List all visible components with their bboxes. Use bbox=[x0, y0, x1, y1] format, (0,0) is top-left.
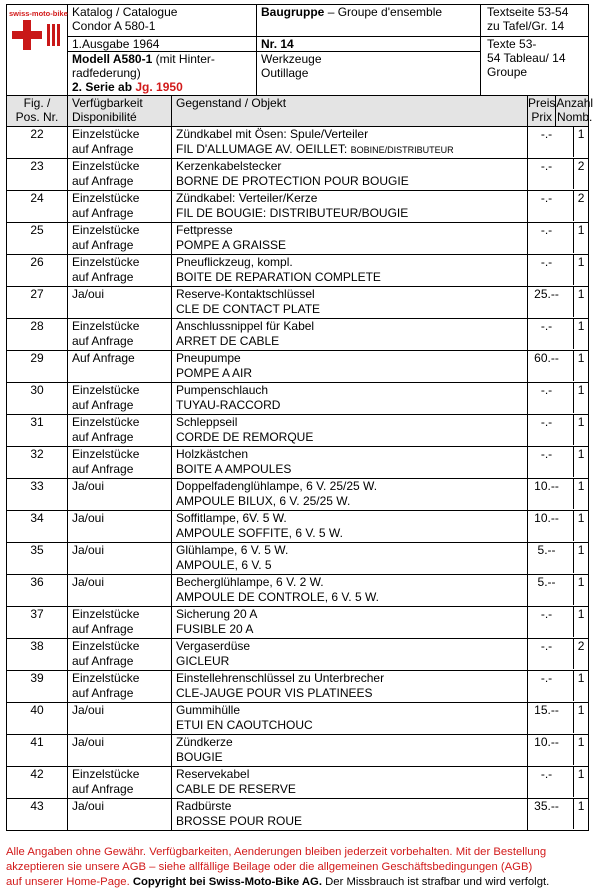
availability: Einzelstücke auf Anfrage bbox=[68, 127, 172, 159]
object-fr: ETUI EN CAOUTCHOUC bbox=[176, 718, 313, 732]
position-number: 28 bbox=[7, 319, 68, 351]
col-fig: Fig. / Pos. Nr. bbox=[7, 96, 68, 127]
table-row bbox=[7, 735, 589, 767]
price: 10.-- bbox=[528, 735, 574, 765]
table-row bbox=[7, 287, 589, 319]
object-de: Zündkabel: Verteiler/Kerze bbox=[176, 191, 318, 205]
object-description bbox=[172, 479, 528, 511]
position-number: 25 bbox=[7, 223, 68, 255]
series-label: 2. Serie ab bbox=[72, 80, 136, 94]
quantity: 1 bbox=[577, 671, 585, 685]
quantity: 1 bbox=[577, 287, 585, 301]
object-fr: AMPOULE, 6 V. 5 bbox=[176, 558, 272, 572]
position-number: 39 bbox=[7, 671, 68, 703]
table-row bbox=[7, 767, 589, 799]
disclaimer-line1: Alle Angaben ohne Gewähr. Verfügbarkeiten, Aenderungen bleiben jederzeit vorbehalten. Mit der Bestellung bbox=[6, 846, 547, 858]
group-label-fr: – Groupe d'ensemble bbox=[324, 5, 443, 19]
position-number: 30 bbox=[7, 383, 68, 415]
disclaimer-footer bbox=[6, 845, 592, 890]
quantity: 1 bbox=[577, 479, 585, 493]
series-year: Jg. 1950 bbox=[135, 80, 183, 94]
object-description bbox=[172, 511, 528, 543]
column-header-row bbox=[7, 96, 589, 127]
object-de: Pumpenschlauch bbox=[176, 383, 269, 397]
position-number: 31 bbox=[7, 415, 68, 447]
object-fr: AMPOULE SOFFITE, 6 V. 5 W. bbox=[176, 526, 343, 540]
availability: Einzelstücke auf Anfrage bbox=[68, 671, 172, 703]
price-qty bbox=[528, 511, 589, 543]
logo-text: swiss-moto-bike bbox=[9, 9, 68, 18]
object-de: Fettpresse bbox=[176, 223, 233, 237]
object-de: Pneupumpe bbox=[176, 351, 241, 365]
quantity: 1 bbox=[577, 255, 585, 269]
disclaimer-line2: akzeptieren sie unsere AGB – siehe allfällige Beilage oder die allgemeinen Geschäftsbedingungen (AGB) bbox=[6, 861, 533, 873]
price: 5.-- bbox=[528, 575, 574, 605]
quantity: 1 bbox=[577, 511, 585, 525]
quantity: 1 bbox=[577, 703, 585, 717]
table-row bbox=[7, 191, 589, 223]
position-number: 35 bbox=[7, 543, 68, 575]
table-row bbox=[7, 639, 589, 671]
model-cell bbox=[68, 52, 257, 96]
price-qty bbox=[528, 479, 589, 511]
object-fr: FIL DE BOUGIE: DISTRIBUTEUR/BOUGIE bbox=[176, 206, 409, 220]
price-qty bbox=[528, 127, 589, 159]
availability: Einzelstücke auf Anfrage bbox=[68, 447, 172, 479]
availability: Ja/oui bbox=[68, 479, 172, 511]
object-description bbox=[172, 543, 528, 575]
table-row bbox=[7, 255, 589, 287]
object-description bbox=[172, 767, 528, 799]
object-description bbox=[172, 159, 528, 191]
quantity: 1 bbox=[577, 607, 585, 621]
object-de: Einstellehrenschlüssel zu Unterbrecher bbox=[176, 671, 385, 685]
object-description bbox=[172, 351, 528, 383]
position-number: 27 bbox=[7, 287, 68, 319]
availability: Einzelstücke auf Anfrage bbox=[68, 383, 172, 415]
availability: Auf Anfrage bbox=[68, 351, 172, 383]
object-description bbox=[172, 127, 528, 159]
price: -.- bbox=[528, 639, 574, 669]
quantity: 1 bbox=[577, 767, 585, 781]
quantity: 1 bbox=[577, 543, 585, 557]
table-row bbox=[7, 319, 589, 351]
object-fr: TUYAU-RACCORD bbox=[176, 398, 281, 412]
object-description bbox=[172, 223, 528, 255]
object-description bbox=[172, 607, 528, 639]
table-row bbox=[7, 671, 589, 703]
object-de: Glühlampe, 6 V. 5 W. bbox=[176, 543, 289, 557]
col-availability: Verfügbarkeit Disponibilité bbox=[68, 96, 172, 127]
price-qty bbox=[528, 543, 589, 575]
object-fr: POMPE A GRAISSE bbox=[176, 238, 287, 252]
price: -.- bbox=[528, 447, 574, 477]
price-qty bbox=[528, 447, 589, 479]
object-fr: BORNE DE PROTECTION POUR BOUGIE bbox=[176, 174, 409, 188]
quantity: 1 bbox=[577, 383, 585, 397]
availability: Ja/oui bbox=[68, 511, 172, 543]
object-fr: CABLE DE RESERVE bbox=[176, 782, 296, 796]
object-fr: BOITE DE REPARATION COMPLETE bbox=[176, 270, 381, 284]
col-object: Gegenstand / Objekt bbox=[172, 96, 528, 127]
table-row bbox=[7, 511, 589, 543]
object-de: Gummihülle bbox=[176, 703, 241, 717]
object-description bbox=[172, 319, 528, 351]
availability: Ja/oui bbox=[68, 735, 172, 767]
quantity: 2 bbox=[577, 191, 585, 205]
price: 10.-- bbox=[528, 479, 574, 509]
price-qty bbox=[528, 575, 589, 607]
object-description bbox=[172, 383, 528, 415]
price: -.- bbox=[528, 255, 574, 285]
catalog-cell bbox=[68, 5, 257, 37]
price: -.- bbox=[528, 415, 574, 445]
quantity: 1 bbox=[577, 319, 585, 333]
model-note: (mit Hinter- bbox=[152, 52, 215, 66]
object-description bbox=[172, 287, 528, 319]
textseite-cell bbox=[481, 5, 589, 37]
object-de: Anschlussnippel für Kabel bbox=[176, 319, 315, 333]
availability: Einzelstücke auf Anfrage bbox=[68, 639, 172, 671]
group-number: Nr. 14 bbox=[261, 37, 294, 51]
position-number: 40 bbox=[7, 703, 68, 735]
object-description bbox=[172, 575, 528, 607]
header-table bbox=[6, 4, 593, 831]
price-qty bbox=[528, 703, 589, 735]
position-number: 29 bbox=[7, 351, 68, 383]
availability: Einzelstücke auf Anfrage bbox=[68, 191, 172, 223]
position-number: 26 bbox=[7, 255, 68, 287]
price-qty bbox=[528, 767, 589, 799]
logo-cell bbox=[7, 5, 68, 96]
tools-cell bbox=[257, 52, 481, 96]
swiss-cross-icon bbox=[12, 20, 42, 50]
quantity: 1 bbox=[577, 735, 585, 749]
tools-fr: Outillage bbox=[261, 66, 309, 80]
object-fr: BOITE A AMPOULES bbox=[176, 462, 292, 476]
swiss-moto-bike-logo bbox=[9, 9, 68, 66]
price: -.- bbox=[528, 383, 574, 413]
object-description bbox=[172, 671, 528, 703]
availability: Einzelstücke auf Anfrage bbox=[68, 607, 172, 639]
position-number: 33 bbox=[7, 479, 68, 511]
price: -.- bbox=[528, 671, 574, 701]
price-qty bbox=[528, 639, 589, 671]
table-row bbox=[7, 543, 589, 575]
availability: Einzelstücke auf Anfrage bbox=[68, 223, 172, 255]
position-number: 36 bbox=[7, 575, 68, 607]
table-row bbox=[7, 383, 589, 415]
group-cell bbox=[257, 5, 481, 37]
table-row bbox=[7, 575, 589, 607]
price: -.- bbox=[528, 127, 574, 157]
availability: Einzelstücke auf Anfrage bbox=[68, 415, 172, 447]
price: -.- bbox=[528, 767, 574, 797]
table-row bbox=[7, 607, 589, 639]
object-fr: ARRET DE CABLE bbox=[176, 334, 280, 348]
textseite-line2: zu Tafel/Gr. 14 bbox=[487, 19, 565, 33]
table-row bbox=[7, 351, 589, 383]
price-qty bbox=[528, 799, 589, 831]
object-fr: AMPOULE DE CONTROLE, 6 V. 5 W. bbox=[176, 590, 379, 604]
position-number: 37 bbox=[7, 607, 68, 639]
availability: Ja/oui bbox=[68, 575, 172, 607]
catalog-sheet bbox=[6, 4, 593, 831]
texte-cell bbox=[481, 37, 589, 96]
position-number: 34 bbox=[7, 511, 68, 543]
object-fr: AMPOULE BILUX, 6 V. 25/25 W. bbox=[176, 494, 351, 508]
object-de: Reserve-Kontaktschlüssel bbox=[176, 287, 315, 301]
price: 15.-- bbox=[528, 703, 574, 733]
object-de: Soffitlampe, 6V. 5 W. bbox=[176, 511, 287, 525]
object-fr: CLE-JAUGE POUR VIS PLATINEES bbox=[176, 686, 373, 700]
quantity: 1 bbox=[577, 127, 585, 141]
object-de: Sicherung 20 A bbox=[176, 607, 258, 621]
object-fr: BROSSE POUR ROUE bbox=[176, 814, 303, 828]
texte-line1: Texte 53- bbox=[487, 37, 537, 51]
object-de: Zündkabel mit Ösen: Spule/Verteiler bbox=[176, 127, 369, 141]
price: 35.-- bbox=[528, 799, 574, 829]
parts-table-body bbox=[7, 127, 589, 831]
object-de: Pneuflickzeug, kompl. bbox=[176, 255, 293, 269]
quantity: 1 bbox=[577, 575, 585, 589]
price: 25.-- bbox=[528, 287, 574, 317]
price-qty bbox=[528, 607, 589, 639]
col-qty: Anzahl Nomb. bbox=[556, 96, 593, 124]
disclaimer-line3: auf unserer Home-Page. bbox=[6, 876, 133, 888]
object-fr: FIL D'ALLUMAGE AV. OEILLET: BOBINE/DISTRIBUTEUR bbox=[176, 142, 454, 156]
logo-bars-icon bbox=[47, 24, 63, 46]
textseite-line1: Textseite 53-54 bbox=[487, 5, 569, 19]
price-qty bbox=[528, 671, 589, 703]
col-price: Preis Prix bbox=[528, 96, 556, 124]
object-de: Schleppseil bbox=[176, 415, 238, 429]
object-fr: BOUGIE bbox=[176, 750, 223, 764]
position-number: 22 bbox=[7, 127, 68, 159]
number-cell bbox=[257, 37, 481, 52]
price: -.- bbox=[528, 607, 574, 637]
object-description bbox=[172, 447, 528, 479]
quantity: 2 bbox=[577, 639, 585, 653]
quantity: 1 bbox=[577, 223, 585, 237]
availability: Einzelstücke auf Anfrage bbox=[68, 767, 172, 799]
table-row bbox=[7, 415, 589, 447]
position-number: 32 bbox=[7, 447, 68, 479]
price: -.- bbox=[528, 223, 574, 253]
object-description bbox=[172, 735, 528, 767]
quantity: 2 bbox=[577, 159, 585, 173]
object-description bbox=[172, 191, 528, 223]
texte-line3: Groupe bbox=[487, 65, 528, 79]
object-description bbox=[172, 415, 528, 447]
table-row bbox=[7, 223, 589, 255]
position-number: 38 bbox=[7, 639, 68, 671]
price-qty bbox=[528, 159, 589, 191]
quantity: 1 bbox=[577, 799, 585, 813]
object-de: Doppelfadenglühlampe, 6 V. 25/25 W. bbox=[176, 479, 378, 493]
object-de: Reservekabel bbox=[176, 767, 250, 781]
catalog-title: Katalog / Catalogue bbox=[72, 5, 178, 19]
price: -.- bbox=[528, 191, 574, 221]
object-fr: CLE DE CONTACT PLATE bbox=[176, 302, 321, 316]
col-price-qty bbox=[528, 96, 593, 127]
position-number: 43 bbox=[7, 799, 68, 831]
object-de: Holzkästchen bbox=[176, 447, 249, 461]
price-qty bbox=[528, 287, 589, 319]
table-row bbox=[7, 799, 589, 831]
position-number: 24 bbox=[7, 191, 68, 223]
position-number: 41 bbox=[7, 735, 68, 767]
availability: Einzelstücke auf Anfrage bbox=[68, 319, 172, 351]
price: -.- bbox=[528, 319, 574, 349]
object-description bbox=[172, 255, 528, 287]
object-de: Becherglühlampe, 6 V. 2 W. bbox=[176, 575, 324, 589]
edition-cell bbox=[68, 37, 257, 52]
price: 10.-- bbox=[528, 511, 574, 541]
model-name: Modell A580-1 bbox=[72, 52, 153, 66]
catalog-model: Condor A 580-1 bbox=[72, 19, 156, 33]
table-row bbox=[7, 159, 589, 191]
price-qty bbox=[528, 191, 589, 223]
price-qty bbox=[528, 383, 589, 415]
object-fr: GICLEUR bbox=[176, 654, 230, 668]
object-fr: CORDE DE REMORQUE bbox=[176, 430, 314, 444]
price-qty bbox=[528, 415, 589, 447]
texte-line2: 54 Tableau/ 14 bbox=[487, 51, 566, 65]
availability: Ja/oui bbox=[68, 703, 172, 735]
quantity: 1 bbox=[577, 351, 585, 365]
object-description bbox=[172, 639, 528, 671]
availability: Einzelstücke auf Anfrage bbox=[68, 255, 172, 287]
table-row bbox=[7, 447, 589, 479]
edition: 1.Ausgabe 1964 bbox=[72, 37, 160, 51]
tools-de: Werkzeuge bbox=[261, 52, 322, 66]
quantity: 1 bbox=[577, 415, 585, 429]
price-qty bbox=[528, 351, 589, 383]
availability: Ja/oui bbox=[68, 799, 172, 831]
table-row bbox=[7, 479, 589, 511]
misuse-notice: Der Missbrauch ist strafbar und wird verfolgt. bbox=[321, 876, 550, 888]
object-fr: POMPE A AIR bbox=[176, 366, 253, 380]
position-number: 23 bbox=[7, 159, 68, 191]
model-note-line2: radfederung) bbox=[72, 66, 141, 80]
object-description bbox=[172, 799, 528, 831]
price-qty bbox=[528, 223, 589, 255]
object-de: Kerzenkabelstecker bbox=[176, 159, 282, 173]
price: -.- bbox=[528, 159, 574, 189]
object-de: Vergaserdüse bbox=[176, 639, 251, 653]
availability: Ja/oui bbox=[68, 287, 172, 319]
object-fr: FUSIBLE 20 A bbox=[176, 622, 254, 636]
price-qty bbox=[528, 255, 589, 287]
price: 5.-- bbox=[528, 543, 574, 573]
table-row bbox=[7, 127, 589, 159]
position-number: 42 bbox=[7, 767, 68, 799]
object-de: Zündkerze bbox=[176, 735, 233, 749]
table-row bbox=[7, 703, 589, 735]
object-description bbox=[172, 703, 528, 735]
group-label: Baugruppe bbox=[261, 5, 325, 19]
price-qty bbox=[528, 319, 589, 351]
price-qty bbox=[528, 735, 589, 767]
copyright-notice: Copyright bei Swiss-Moto-Bike AG. bbox=[132, 876, 322, 888]
object-de: Radbürste bbox=[176, 799, 232, 813]
availability: Ja/oui bbox=[68, 543, 172, 575]
availability: Einzelstücke auf Anfrage bbox=[68, 159, 172, 191]
price: 60.-- bbox=[528, 351, 574, 381]
quantity: 1 bbox=[577, 447, 585, 461]
